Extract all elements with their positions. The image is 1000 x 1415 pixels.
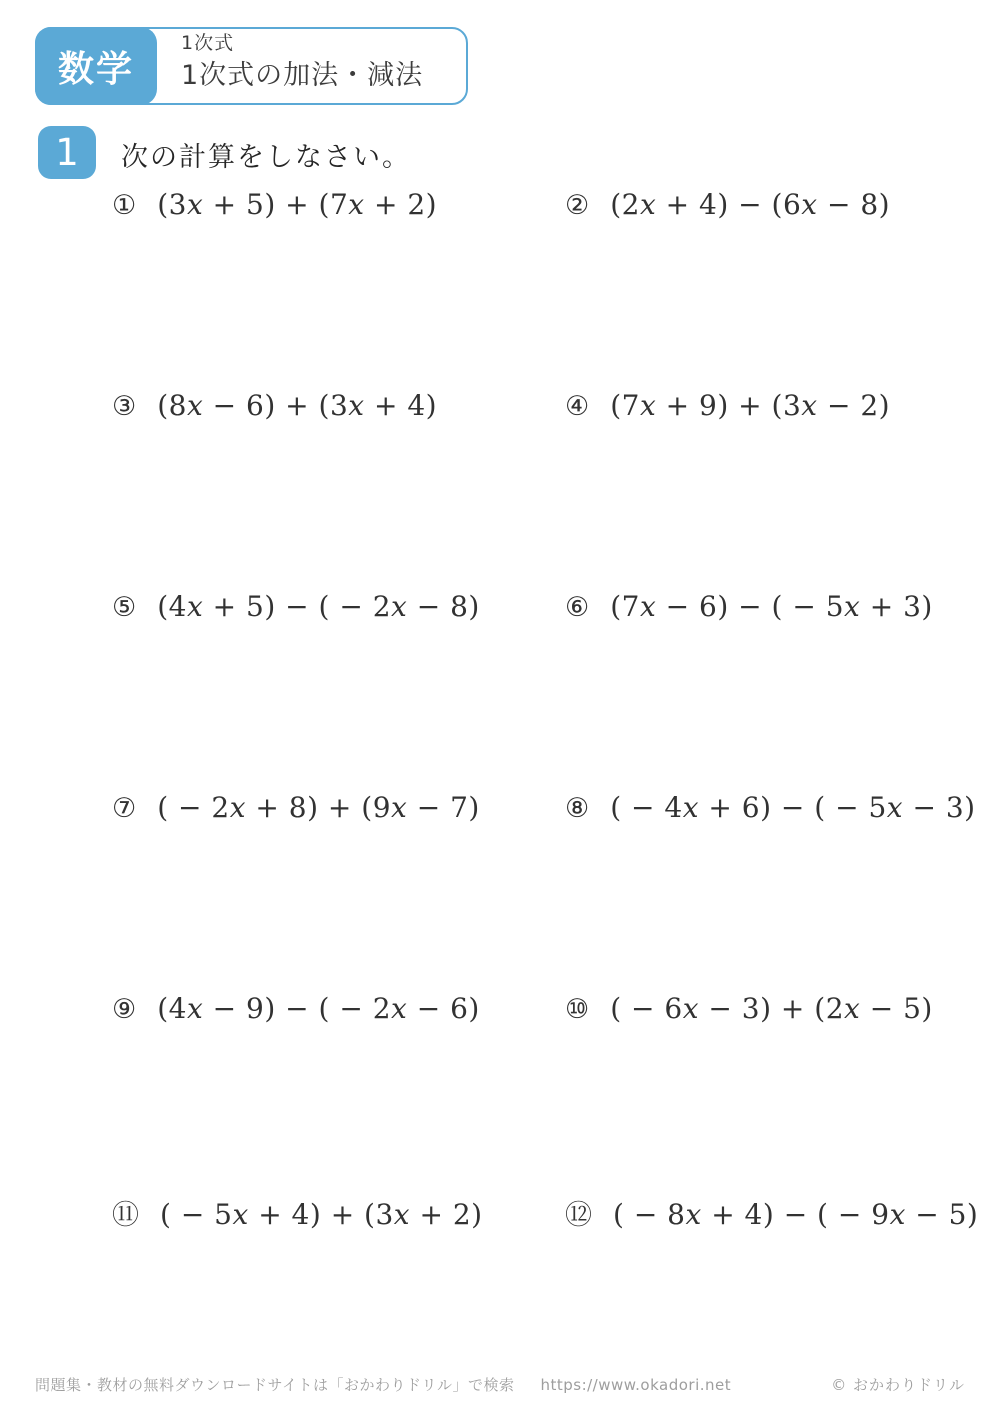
footer-search-text: 問題集・教材の無料ダウンロードサイトは「おかわりドリル」で検索 <box>35 1376 515 1394</box>
problem-number: ⑨ <box>112 994 137 1025</box>
problem-number: ⑪ <box>112 1200 139 1231</box>
subject-badge <box>35 27 157 105</box>
problem-number: ⑩ <box>565 994 590 1025</box>
problem-expression: (3x + 5) + (7x + 2) <box>157 188 438 221</box>
problem-expression: ( − 8x + 4) − ( − 9x − 5) <box>613 1198 979 1231</box>
instruction-text: 次の計算をしなさい。 <box>121 142 411 173</box>
problem-number: ⑦ <box>112 793 137 824</box>
problem-expression: (7x + 9) + (3x − 2) <box>610 389 891 422</box>
problem-number: ⑧ <box>565 793 590 824</box>
problem-number: ⑫ <box>565 1200 592 1231</box>
footer-copyright: © おかわりドリル <box>831 1376 965 1394</box>
problem-expression: (4x − 9) − ( − 2x − 6) <box>157 992 480 1025</box>
problem-item <box>112 1193 483 1232</box>
problem-expression: ( − 2x + 8) + (9x − 7) <box>157 791 480 824</box>
problem-item <box>565 389 890 422</box>
unit-label: 1次式 <box>181 32 235 54</box>
problem-number: ⑤ <box>112 592 137 623</box>
problem-item <box>565 188 890 221</box>
footer-site-text <box>35 1374 731 1395</box>
worksheet-title: 1次式の加法・減法 <box>181 59 424 91</box>
problem-number: ① <box>112 190 137 221</box>
problem-item <box>112 188 437 221</box>
footer-url: https://www.okadori.net <box>540 1376 732 1394</box>
problem-expression: ( − 5x + 4) + (3x + 2) <box>160 1198 483 1231</box>
problem-expression: ( − 6x − 3) + (2x − 5) <box>610 992 933 1025</box>
problem-item <box>565 791 976 824</box>
problem-expression: (2x + 4) − (6x − 8) <box>610 188 891 221</box>
problem-item <box>112 992 480 1025</box>
problem-number: ③ <box>112 391 137 422</box>
problem-item <box>112 791 480 824</box>
problem-expression: (4x + 5) − ( − 2x − 8) <box>157 590 480 623</box>
problem-number: ④ <box>565 391 590 422</box>
problem-item <box>112 389 437 422</box>
subject-label: 数学 <box>57 48 134 90</box>
section-number-badge <box>38 126 96 179</box>
section-number: 1 <box>55 131 79 174</box>
problem-number: ⑥ <box>565 592 590 623</box>
problem-expression: ( − 4x + 6) − ( − 5x − 3) <box>610 791 976 824</box>
problem-item <box>565 590 933 623</box>
problem-expression: (8x − 6) + (3x + 4) <box>157 389 438 422</box>
problem-item <box>565 1193 978 1232</box>
problem-item <box>112 590 480 623</box>
problem-expression: (7x − 6) − ( − 5x + 3) <box>610 590 933 623</box>
problem-item <box>565 992 933 1025</box>
problem-number: ② <box>565 190 590 221</box>
title-block <box>181 33 423 91</box>
